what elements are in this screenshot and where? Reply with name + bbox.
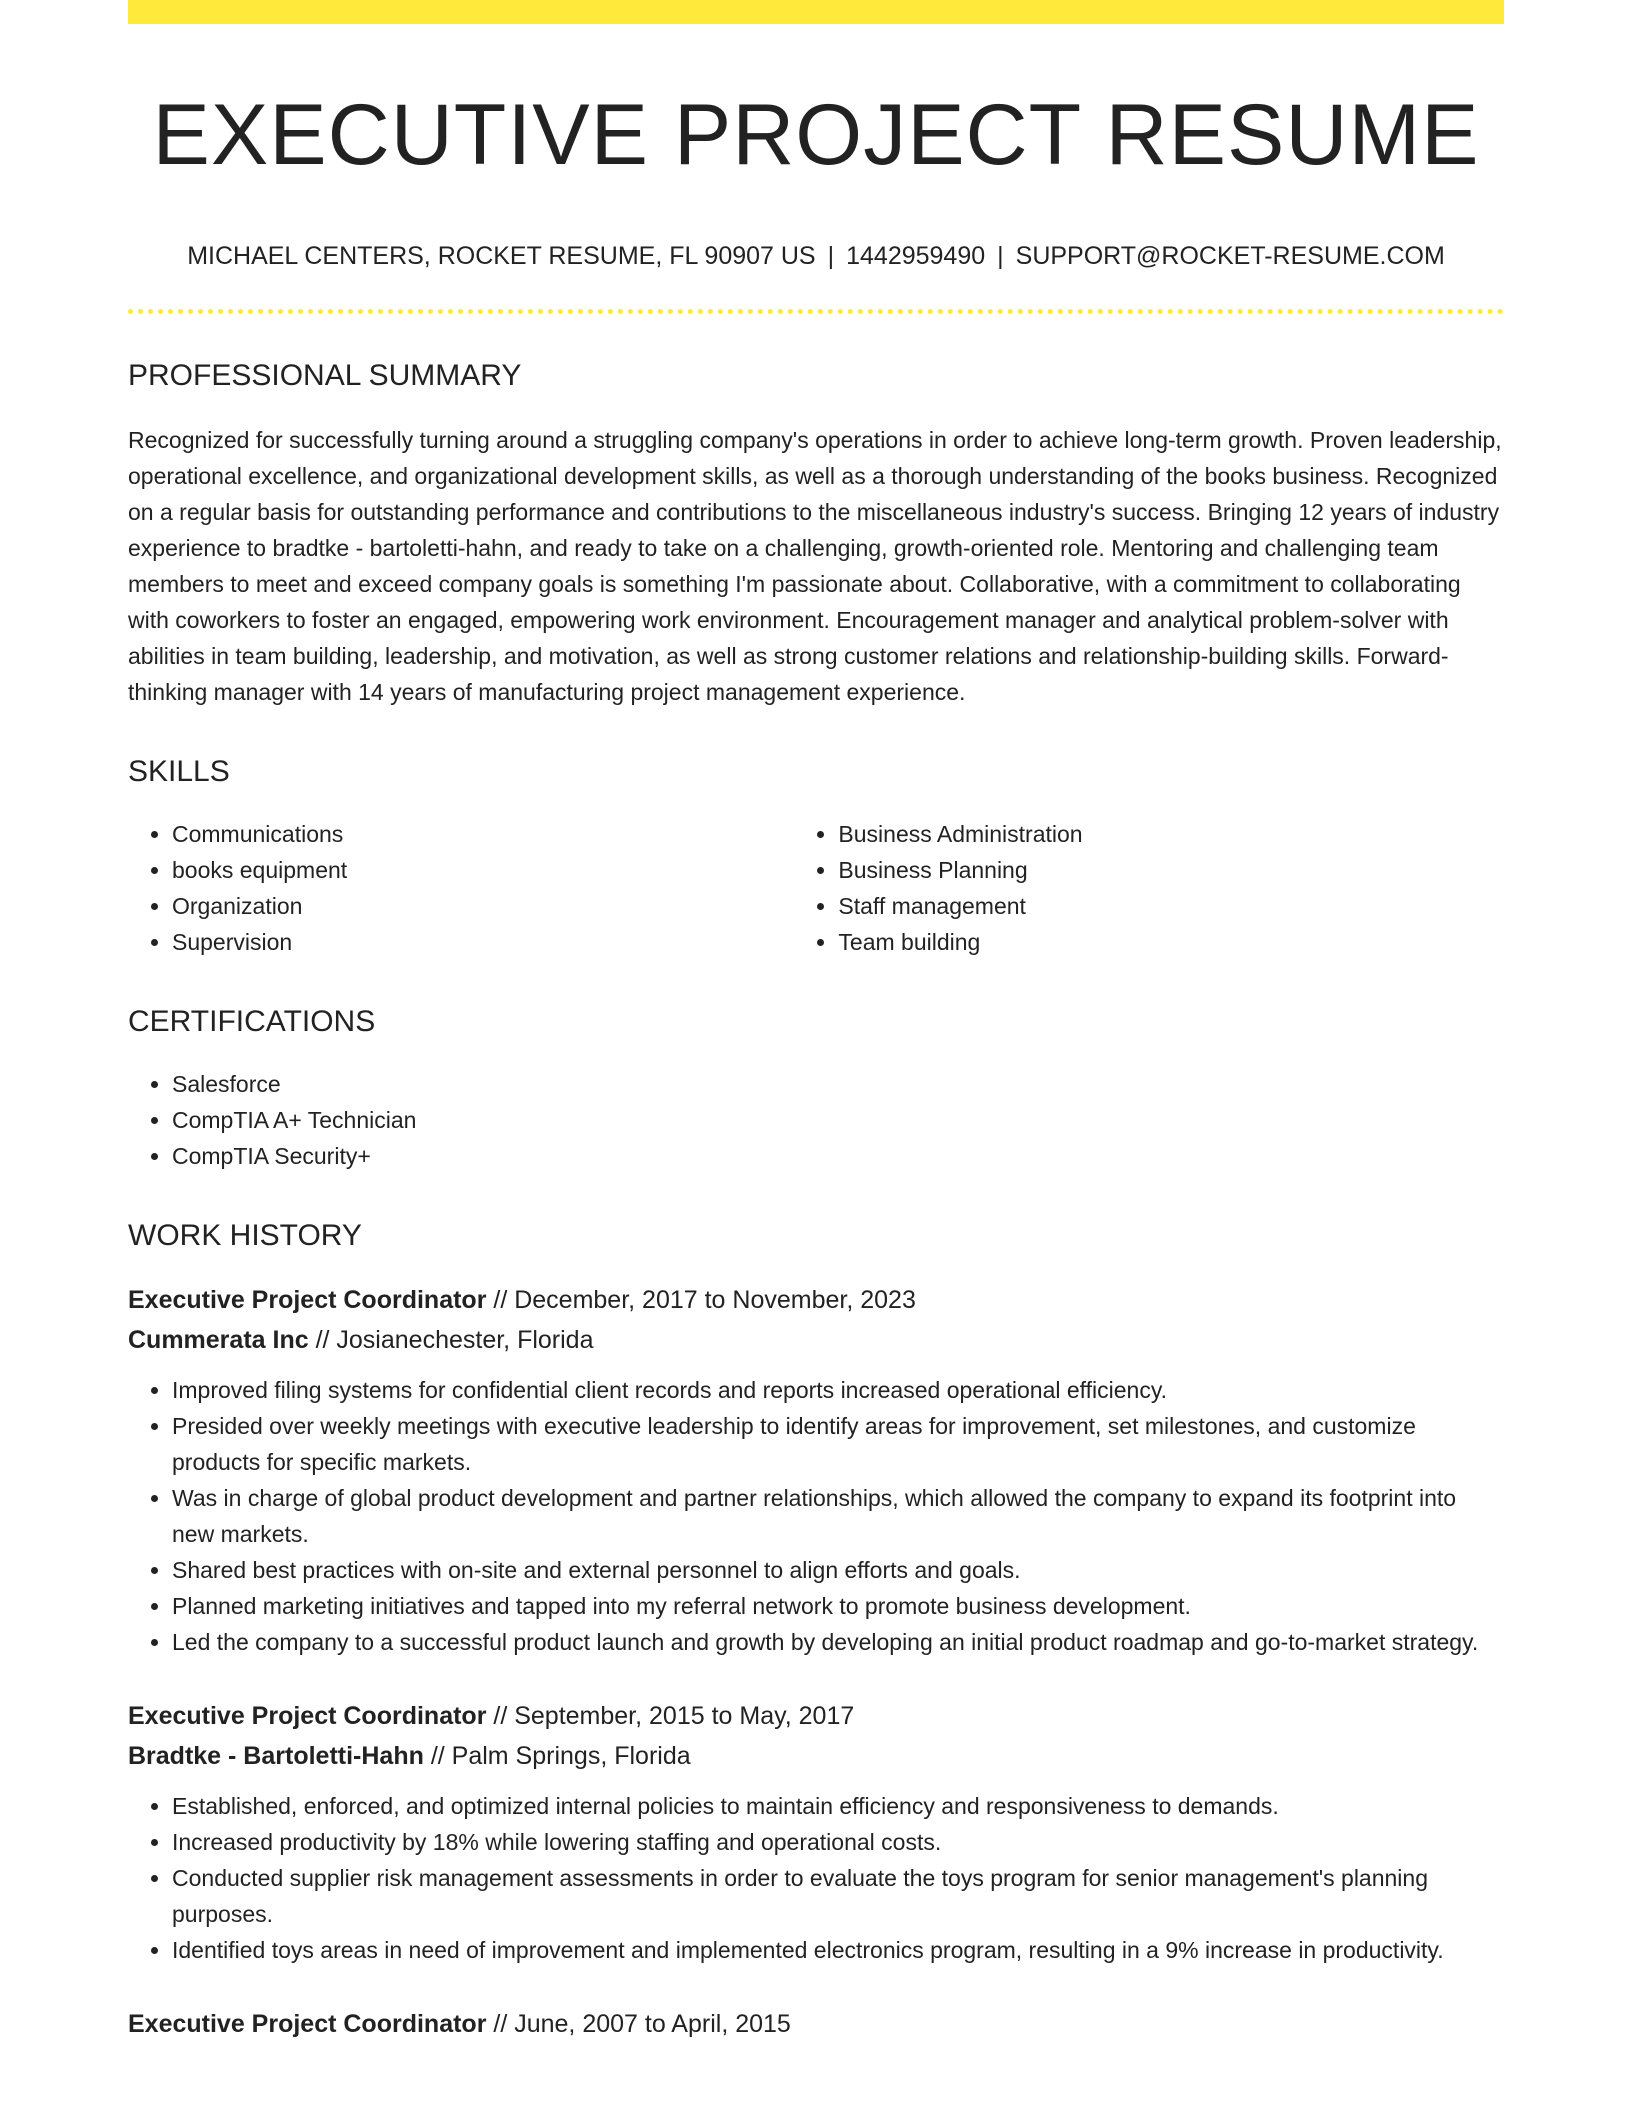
job-bullet: • Led the company to a successful product launch and growth by developing an initial product roadmap and go-to-market strategy. — [172, 1624, 1504, 1660]
job-dates: // September, 2015 to May, 2017 — [486, 1702, 855, 1731]
job-location: // Josianechester, Florida — [308, 1326, 594, 1355]
skill-item: • Team building — [838, 924, 1504, 960]
skills-column-left — [128, 816, 794, 960]
job-company-line — [128, 1320, 1504, 1360]
skills-list — [128, 816, 1504, 960]
accent-top-bar — [128, 0, 1504, 24]
job-title: Executive Project Coordinator — [128, 1286, 487, 1315]
certification-item: • Salesforce — [172, 1066, 1504, 1102]
summary-text: Recognized for successfully turning around a struggling company's operations in order to achieve long-term growth. Proven leadership, operational excellence, and organizational development skills, as well as a thorough understanding of the books business. Recognized on a regular basis for outstanding performance and contributions to the miscellaneous industry's success. Bringing 12 years of industry experience to bradtke - bartoletti-hahn, and ready to take on a challenging, growth-oriented role. Mentoring and challenging team members to meet and exceed company goals is something I'm passionate about. Collaborative, with a commitment to collaborating with coworkers to foster an engaged, empowering work environment. Encouragement manager and analytical problem-solver with abilities in team building, leadership, and motivation, as well as strong customer relations and relationship-building skills. Forward-thinking manager with 14 years of manufacturing project management experience. — [128, 427, 1502, 706]
job-bullet: • Identified toys areas in need of improvement and implemented electronics program, resulting in a 9% increase in productivity. — [172, 1932, 1504, 1968]
job-bullets — [128, 1788, 1504, 1968]
work-history-heading: WORK HISTORY — [128, 1219, 362, 1253]
contact-phone: 1442959490 — [846, 242, 986, 271]
job-bullet: • Increased productivity by 18% while lowering staffing and operational costs. — [172, 1824, 1504, 1860]
skills-heading: SKILLS — [128, 755, 230, 789]
skill-item: • Organization — [172, 888, 794, 924]
skill-item: • Communications — [172, 816, 794, 852]
contact-separator: | — [827, 242, 835, 271]
skill-item: • books equipment — [172, 852, 794, 888]
contact-email: SUPPORT@ROCKET-RESUME.COM — [1015, 242, 1445, 271]
job-title-line — [128, 2004, 1504, 2044]
certification-item: • CompTIA A+ Technician — [172, 1102, 1504, 1138]
job-bullet: • Shared best practices with on-site and external personnel to align efforts and goals. — [172, 1552, 1504, 1588]
certifications-heading: CERTIFICATIONS — [128, 1005, 376, 1039]
contact-separator: | — [997, 242, 1004, 271]
certifications-list — [128, 1066, 1504, 1174]
job-entry — [128, 2004, 1504, 2044]
skill-item: • Business Administration — [838, 816, 1504, 852]
job-company-line — [128, 1736, 1504, 1776]
job-entry — [128, 1280, 1504, 1660]
skill-item: • Staff management — [838, 888, 1504, 924]
resume-title: EXECUTIVE PROJECT RESUME — [152, 87, 1480, 183]
job-title-line — [128, 1280, 1504, 1320]
job-location: // Palm Springs, Florida — [423, 1742, 691, 1771]
skills-column-right — [794, 816, 1504, 960]
resume-content — [128, 24, 1504, 2044]
job-company: Bradtke - Bartoletti-Hahn — [128, 1742, 424, 1771]
job-bullet: • Improved filing systems for confidential client records and reports increased operational efficiency. — [172, 1372, 1504, 1408]
job-bullet: • Established, enforced, and optimized internal policies to maintain efficiency and responsiveness to demands. — [172, 1788, 1504, 1824]
job-entry — [128, 1696, 1504, 1968]
certification-item: • CompTIA Security+ — [172, 1138, 1504, 1174]
dotted-divider — [128, 309, 1504, 314]
job-dates: // June, 2007 to April, 2015 — [486, 2010, 791, 2039]
contact-address: MICHAEL CENTERS, ROCKET RESUME, FL 90907 US — [187, 242, 816, 271]
skill-item: • Business Planning — [838, 852, 1504, 888]
job-bullet: • Presided over weekly meetings with executive leadership to identify areas for improvement, set milestones, and customize products for specific markets. — [172, 1408, 1504, 1480]
job-title: Executive Project Coordinator — [128, 2010, 487, 2039]
job-company: Cummerata Inc — [128, 1326, 309, 1355]
job-bullet: • Conducted supplier risk management assessments in order to evaluate the toys program for senior management's planning purposes. — [172, 1860, 1504, 1932]
job-dates: // December, 2017 to November, 2023 — [486, 1286, 916, 1315]
job-bullet: • Was in charge of global product development and partner relationships, which allowed the company to expand its footprint into new markets. — [172, 1480, 1504, 1552]
job-bullet: • Planned marketing initiatives and tapped into my referral network to promote business development. — [172, 1588, 1504, 1624]
contact-line — [128, 241, 1504, 271]
job-bullets — [128, 1372, 1504, 1660]
job-title-line — [128, 1696, 1504, 1736]
job-title: Executive Project Coordinator — [128, 1702, 487, 1731]
skill-item: • Supervision — [172, 924, 794, 960]
summary-heading: PROFESSIONAL SUMMARY — [128, 359, 522, 393]
